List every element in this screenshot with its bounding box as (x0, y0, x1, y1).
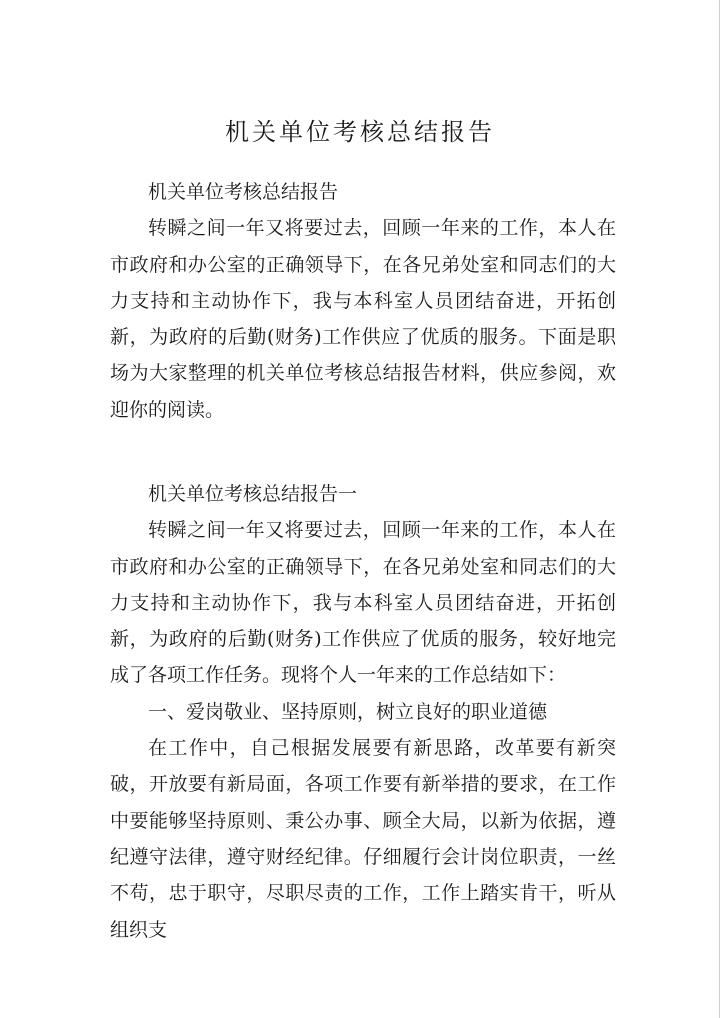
document-title: 机关单位考核总结报告 (225, 118, 495, 146)
paragraph-point-heading: 一、爱岗敬业、坚持原则，树立良好的职业道德 (148, 700, 548, 723)
paragraph-section-heading: 机关单位考核总结报告一 (148, 483, 358, 505)
paragraph-report-intro: 转瞬之间一年又将要过去，回顾一年来的工作，本人在市政府和办公室的正确领导下，在各兄弟处室和同志们的大力支持和主动协作下，我与本科室人员团结奋进，开拓创新，为政府的后勤(财务)工作供应了优质的服务，较好地完成了各项工作任务。现将个人一年来的工作总结如下： (110, 519, 616, 687)
document-body-part-1 (110, 174, 616, 428)
paragraph-point-body: 在工作中，自己根据发展要有新思路，改革要有新突破，开放要有新局面，各项工作要有新举措的要求，在工作中要能够坚持原则、秉公办事、顾全大局，以新为依据，遵纪遵守法律，遵守财经纪律。仔细履行会计岗位职责，一丝不苟，忠于职守，尽职尽责的工作，工作上踏实肯干，听从组织支 (110, 737, 616, 941)
paragraph-subtitle: 机关单位考核总结报告 (148, 181, 339, 203)
document-body-part-2 (110, 476, 616, 948)
paragraph-intro: 转瞬之间一年又将要过去，回顾一年来的工作，本人在市政府和办公室的正确领导下，在各兄弟处室和同志们的大力支持和主动协作下，我与本科室人员团结奋进，开拓创新，为政府的后勤(财务)工作供应了优质的服务。下面是职场为大家整理的机关单位考核总结报告材料，供应参阅，欢迎你的阅读。 (110, 217, 616, 421)
